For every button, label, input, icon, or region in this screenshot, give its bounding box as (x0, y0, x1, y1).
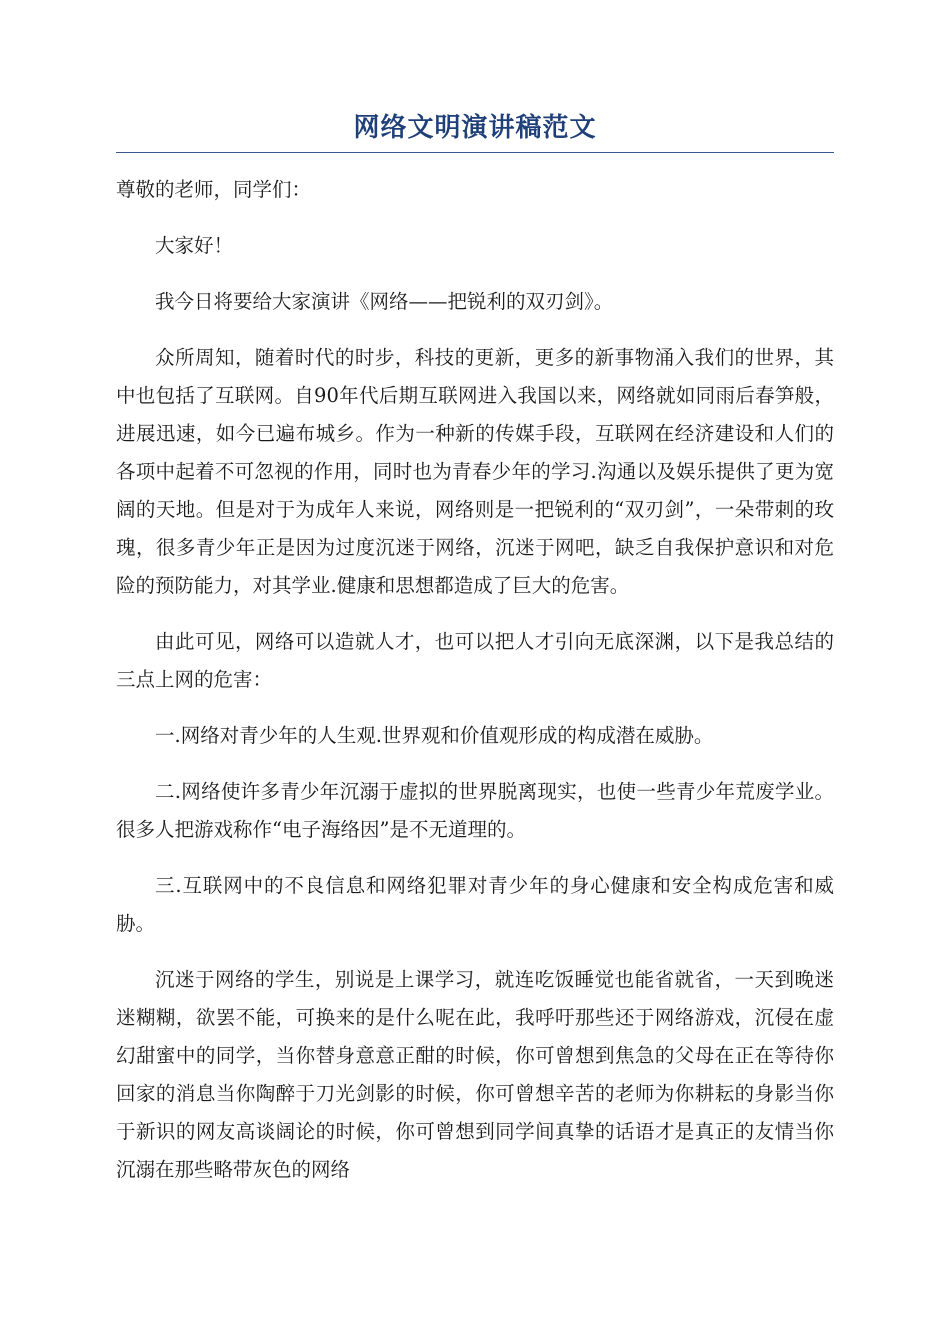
title-underline (116, 152, 834, 153)
paragraph-topic: 我今日将要给大家演讲《网络——把锐利的双刃剑》。 (155, 290, 614, 313)
paragraph-point-two: 二.网络使许多青少年沉溺于虚拟的世界脱离现实，也使一些青少年荒废学业。很多人把游戏称作“电子海络因”是不无道理的。 (116, 780, 834, 841)
paragraph-point-three: 三.互联网中的不良信息和网络犯罪对青少年的身心健康和安全构成危害和威胁。 (116, 874, 834, 935)
paragraph-summary: 由此可见，网络可以造就人才，也可以把人才引向无底深渊，以下是我总结的三点上网的危害： (116, 630, 834, 691)
document-page (116, 108, 834, 1207)
paragraph-background: 众所周知，随着时代的时步，科技的更新，更多的新事物涌入我们的世界，其中也包括了互联网。自90年代后期互联网进入我国以来，网络就如同雨后春笋般，进展迅速，如今已遍布城乡。作为一种新的传媒手段，互联网在经济建设和人们的各项中起着不可忽视的作用，同时也为青春少年的学习.沟通以及娱乐提供了更为宽阔的天地。但是对于为成年人来说，网络则是一把锐利的“双刃剑”，一朵带刺的玫瑰，很多青少年正是因为过度沉迷于网络，沉迷于网吧，缺乏自我保护意识和对危险的预防能力，对其学业.健康和思想都造成了巨大的危害。 (116, 346, 834, 597)
paragraph-greeting: 大家好！ (155, 234, 234, 257)
paragraph-appeal: 沉迷于网络的学生，别说是上课学习，就连吃饭睡觉也能省就省，一天到晚迷迷糊糊，欲罢不能，可换来的是什么呢在此，我呼吁那些还于网络游戏，沉侵在虚幻甜蜜中的同学，当你替身意意正酣的时候，你可曾想到焦急的父母在正在等待你回家的消息当你陶醉于刀光剑影的时候，你可曾想辛苦的老师为你耕耘的身影当你于新识的网友高谈阔论的时候，你可曾想到同学间真挚的话语才是真正的友情当你沉溺在那些略带灰色的网络 (116, 968, 834, 1181)
paragraph-point-one: 一.网络对青少年的人生观.世界观和价值观形成的构成潜在威胁。 (155, 724, 714, 747)
salutation: 尊敬的老师，同学们： (116, 178, 312, 201)
page-title: 网络文明演讲稿范文 (353, 113, 597, 143)
